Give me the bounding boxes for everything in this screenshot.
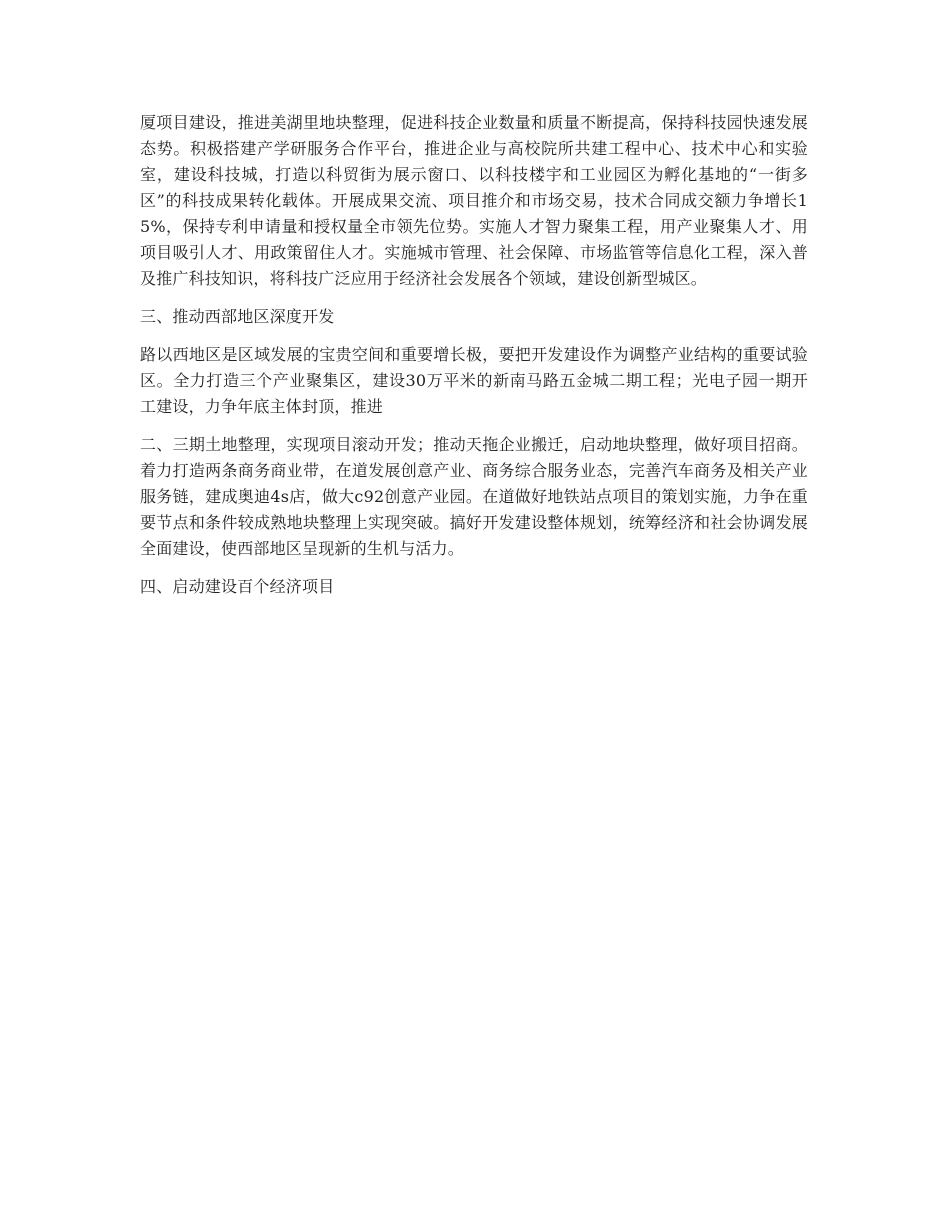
paragraph-land-consolidation: 二、三期土地整理，实现项目滚动开发；推动天拖企业搬迁，启动地块整理，做好项目招商。着力打造两条商务商业带，在道发展创意产业、商务综合服务业态，完善汽车商务及相关产业服务链，建成奥迪4s店，做大c92创意产业园。在道做好地铁站点项目的策划实施，力争在重要节点和条件较成熟地块整理上实现突破。搞好开发建设整体规划，统筹经济和社会协调发展全面建设，使西部地区呈现新的生机与活力。 [140,435,808,558]
section-heading-economic-projects: 四、启动建设百个经济项目 [140,577,335,596]
paragraph-western-area: 路以西地区是区域发展的宝贵空间和重要增长极，要把开发建设作为调整产业结构的重要试验区。全力打造三个产业聚集区，建设30万平米的新南马路五金城二期工程；光电子园一期开工建设，力争年底主体封顶，推进 [140,345,808,416]
document-page [140,110,808,612]
section-heading-western-development: 三、推动西部地区深度开发 [140,307,335,326]
paragraph-tech-park: 厦项目建设，推进美湖里地块整理，促进科技企业数量和质量不断提高，保持科技园快速发展态势。积极搭建产学研服务合作平台，推进企业与高校院所共建工程中心、技术中心和实验室，建设科技城，打造以科贸街为展示窗口、以科技楼宇和工业园区为孵化基地的“一街多区”的科技成果转化载体。开展成果交流、项目推介和市场交易，技术合同成交额力争增长15%，保持专利申请量和授权量全市领先位势。实施人才智力聚集工程，用产业聚集人才、用项目吸引人才、用政策留住人才。实施城市管理、社会保障、市场监管等信息化工程，深入普及推广科技知识，将科技广泛应用于经济社会发展各个领域，建设创新型城区。 [140,113,808,288]
